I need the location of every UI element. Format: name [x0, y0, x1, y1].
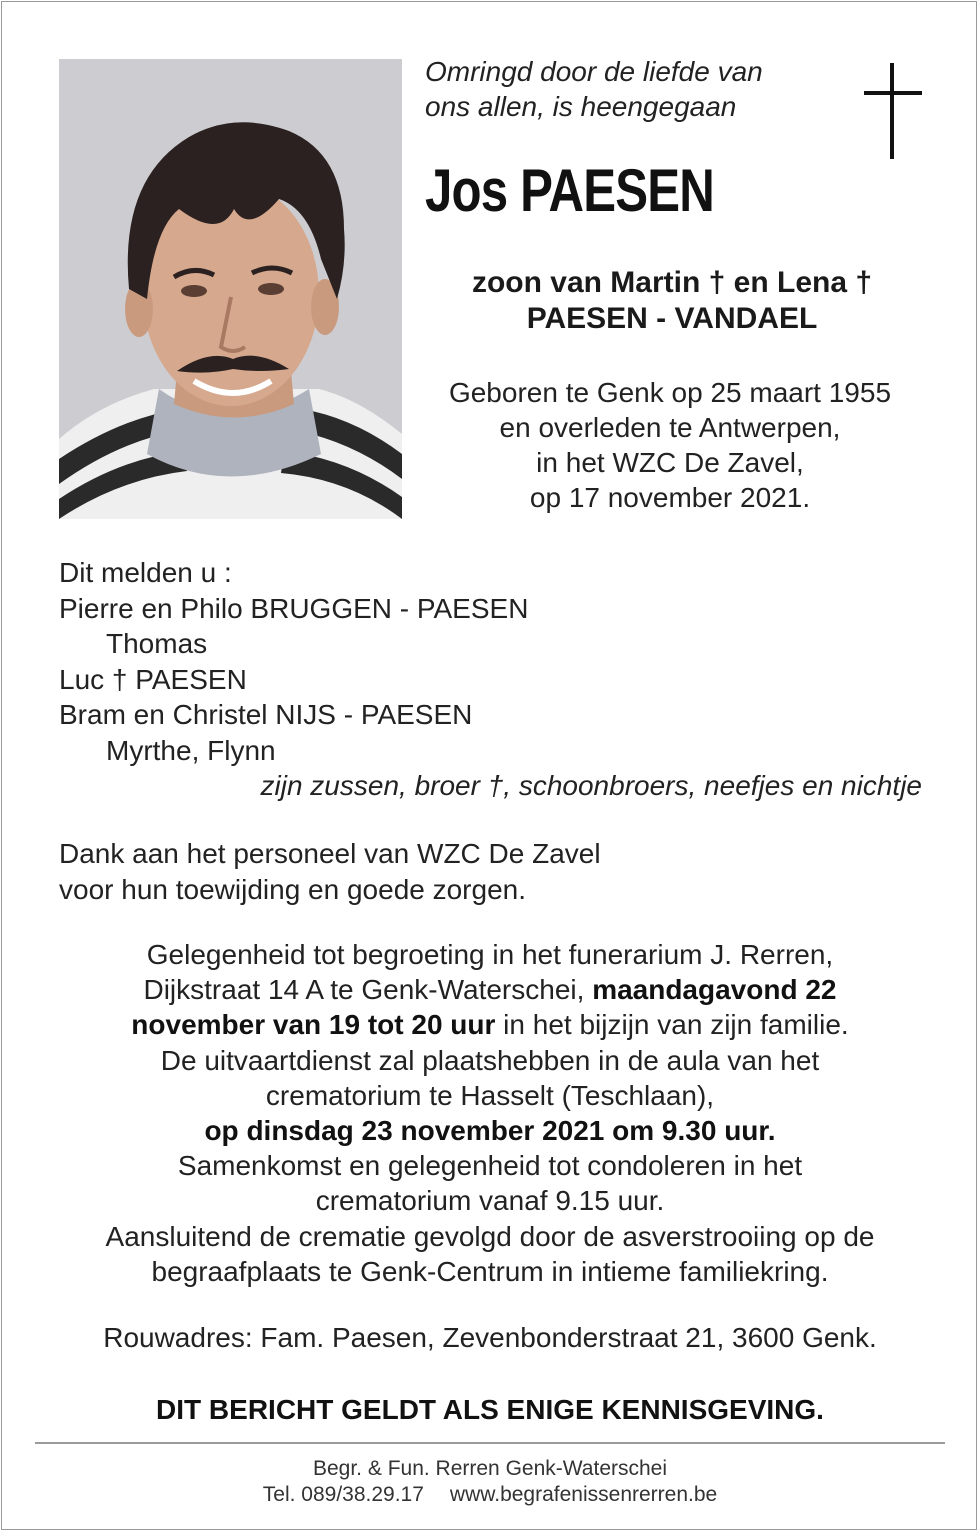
service-line: crematorium te Hasselt (Teschlaan),: [265, 1079, 715, 1111]
thanks-block: [59, 836, 919, 907]
family-heading: Dit melden u :: [59, 557, 232, 588]
footer-website[interactable]: www.begrafenissenrerren.be: [449, 1483, 718, 1506]
birth-line-2: en overleden te Antwerpen,: [499, 412, 841, 443]
footer-phone: Tel. 089/38.29.17: [262, 1483, 424, 1506]
service-line: begraafplaats te Genk-Centrum in intieme familiekring.: [151, 1255, 829, 1287]
family-member: Luc † PAESEN: [59, 663, 247, 695]
deceased-name: Jos PAESEN: [425, 157, 714, 224]
family-list: [59, 555, 929, 804]
birth-line-3: in het WZC De Zavel,: [536, 447, 804, 478]
thanks-line-1: Dank aan het personeel van WZC De Zavel: [59, 838, 601, 869]
parents-block: [412, 265, 932, 337]
service-line: [40, 1113, 940, 1148]
intro-line-2: ons allen, is heengegaan: [425, 91, 737, 122]
service-text: Dijkstraat 14 A te Genk-Waterschei,: [143, 974, 593, 1006]
parents-line-1: zoon van Martin † en Lena †: [471, 266, 873, 299]
intro-text: [425, 54, 845, 124]
service-line: [40, 1007, 940, 1042]
footer: [40, 1456, 940, 1508]
footer-company: Begr. & Fun. Rerren Genk-Waterschei: [312, 1457, 668, 1480]
service-line: De uitvaartdienst zal plaatshebben in de aula van het: [160, 1044, 820, 1076]
service-highlight: op dinsdag 23 november 2021 om 9.30 uur.: [204, 1115, 776, 1147]
family-member: Thomas: [106, 628, 208, 659]
portrait-illustration: [59, 59, 402, 519]
latin-cross-icon: [864, 63, 922, 159]
parents-line-2: PAESEN - VANDAEL: [526, 302, 818, 335]
portrait-photo: [59, 59, 402, 519]
birth-death-block: [412, 375, 928, 515]
service-highlight: november van 19 tot 20 uur: [131, 1009, 496, 1041]
birth-line-4: op 17 november 2021.: [529, 482, 811, 513]
service-line: Samenkomst en gelegenheid tot condoleren in het: [177, 1150, 803, 1182]
thanks-line-2: voor hun toewijding en goede zorgen.: [59, 873, 527, 905]
family-member: Myrthe, Flynn: [106, 734, 276, 766]
mourning-address: Rouwadres: Fam. Paesen, Zevenbonderstraat 21, 3600 Genk.: [103, 1322, 877, 1353]
notice-statement: DIT BERICHT GELDT ALS ENIGE KENNISGEVING.: [156, 1394, 824, 1425]
family-relation: zijn zussen, broer †, schoonbroers, neefjes en nichtje: [260, 770, 922, 801]
service-line: crematorium vanaf 9.15 uur.: [315, 1185, 665, 1217]
service-details: [40, 937, 940, 1289]
intro-line-1: Omringd door de liefde van: [425, 56, 763, 87]
family-member: Pierre en Philo BRUGGEN - PAESEN: [59, 592, 529, 624]
divider: [35, 1442, 945, 1444]
service-line: Aansluitend de crematie gevolgd door de asverstrooiing op de: [105, 1220, 875, 1252]
birth-line-1: Geboren te Genk op 25 maart 1955: [448, 377, 892, 408]
service-line: [40, 972, 940, 1007]
family-member: Bram en Christel NIJS - PAESEN: [59, 699, 473, 730]
service-text: in het bijzijn van zijn familie.: [495, 1009, 849, 1041]
service-line: Gelegenheid tot begroeting in het funerarium J. Rerren,: [146, 939, 834, 970]
footer-contact: [40, 1482, 940, 1508]
service-highlight: maandagavond 22: [592, 974, 837, 1006]
